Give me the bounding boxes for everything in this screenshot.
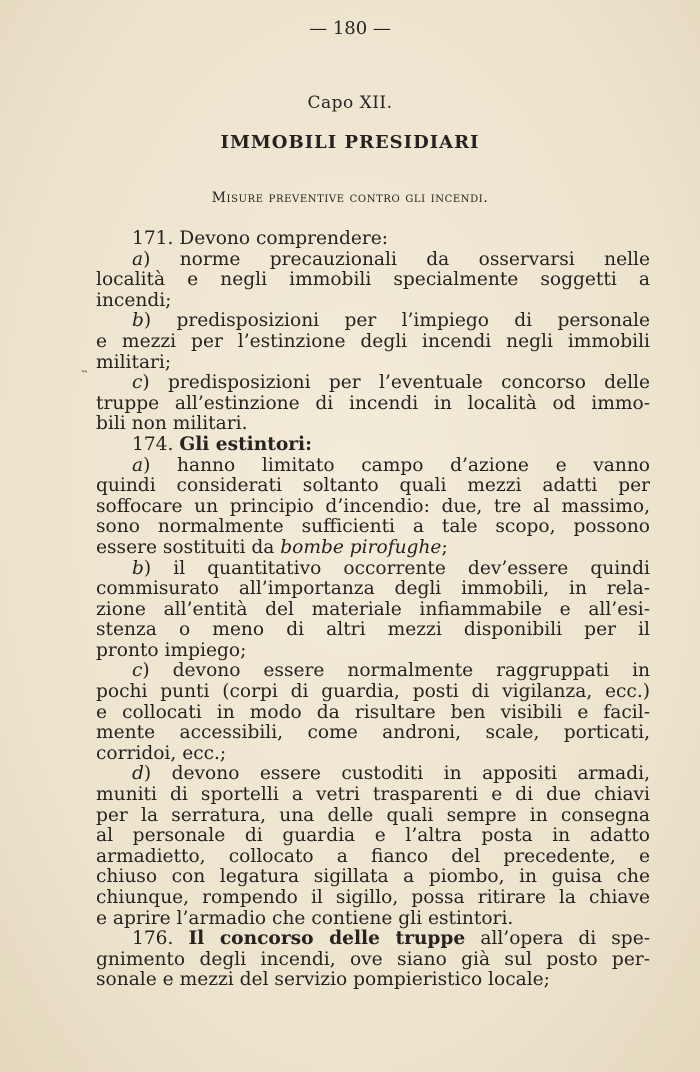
- text-line: c) predisposizioni per l’eventuale concorso delle: [132, 372, 650, 394]
- text-line: e aprire l’armadio che contiene gli estintori.: [96, 907, 514, 929]
- text-line: 174. Gli estintori:: [132, 433, 312, 455]
- text-line: al personale di guardia e l’altra posta in adatto: [96, 825, 650, 847]
- text-line: mente accessibili, come androni, scale, porticati,: [96, 722, 650, 744]
- text-line: sono normalmente sufficienti a tale scopo, possono: [96, 516, 650, 538]
- text-line: a) norme precauzionali da osservarsi nelle: [132, 248, 650, 270]
- text-line: per la serratura, una delle quali sempre in consegna: [96, 804, 650, 826]
- text-line: gnimento degli incendi, ove siano già sul posto per-: [96, 948, 650, 970]
- text-line: incendi;: [96, 289, 172, 311]
- text-line: 171. Devono comprendere:: [132, 228, 389, 249]
- body-text: [96, 229, 650, 991]
- text-line: stenza o meno di altri mezzi disponibili per il: [96, 619, 650, 641]
- text-line: essere sostituiti da bombe pirofughe;: [96, 536, 448, 558]
- text-line: a) hanno limitato campo d’azione e vanno: [132, 454, 650, 476]
- text-line: località e negli immobili specialmente soggetti a: [96, 269, 650, 291]
- text-line: bili non militari.: [96, 413, 248, 435]
- chapter-title: IMMOBILI PRESIDIARI: [220, 132, 480, 153]
- text-line: corridoi, ecc.;: [96, 742, 227, 764]
- section-heading: Misure preventive contro gli incendi.: [211, 190, 489, 206]
- text-line: truppe all’estinzione di incendi in località od immo-: [96, 392, 650, 414]
- text-line: sonale e mezzi del servizio pompieristico locale;: [96, 969, 550, 991]
- text-line: d) devono essere custoditi in appositi armadi,: [132, 763, 650, 785]
- text-line: zione all’entità del materiale infiammabile e all’esi-: [96, 598, 650, 620]
- text-line: quindi considerati soltanto quali mezzi adatti per: [96, 475, 650, 497]
- chapter-heading: Capo XII.: [307, 93, 393, 113]
- text-line: b) predisposizioni per l’impiego di personale: [132, 310, 650, 332]
- text-line: e mezzi per l’estinzione degli incendi negli immobili: [96, 330, 650, 352]
- text-line: b) il quantitativo occorrente dev’essere quindi: [132, 557, 650, 579]
- page-number: — 180 —: [309, 18, 391, 39]
- text-line: pronto impiego;: [96, 639, 247, 661]
- text-line: soffocare un principio d’incendio: due, tre al massimo,: [96, 495, 650, 517]
- text-line: pochi punti (corpi di guardia, posti di vigilanza, ecc.): [96, 681, 650, 703]
- margin-mark: ˵: [82, 362, 87, 378]
- text-line: commisurato all’importanza degli immobili, in rela-: [96, 578, 650, 600]
- text-line: muniti di sportelli a vetri trasparenti e di due chiavi: [96, 784, 650, 806]
- text-line: c) devono essere normalmente raggruppati in: [132, 660, 650, 682]
- text-line: e collocati in modo da risultare ben visibili e facil-: [96, 701, 650, 723]
- text-line: 176. Il concorso delle truppe all’opera di spe-: [132, 928, 650, 950]
- text-line: militari;: [96, 351, 172, 373]
- text-line: armadietto, collocato a fianco del precedente, e: [96, 845, 650, 867]
- text-line: chiunque, rompendo il sigillo, possa ritirare la chiave: [96, 887, 650, 908]
- text-line: chiuso con legatura sigillata a piombo, in guisa che: [96, 866, 650, 888]
